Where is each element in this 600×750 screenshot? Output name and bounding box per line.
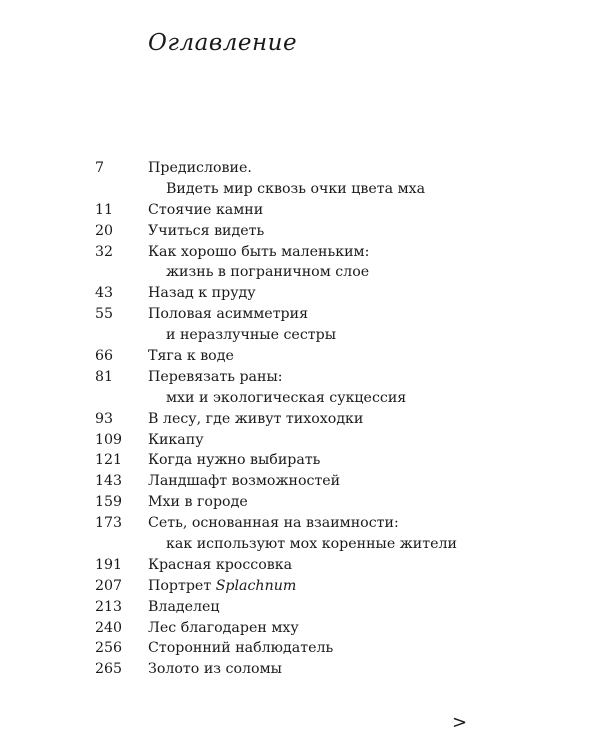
toc-chapter-title-text: Владелец (148, 598, 220, 615)
toc-chapter-title (148, 430, 204, 451)
toc-entry-line (95, 638, 515, 659)
toc-chapter-title-text: Предисловие. (148, 160, 252, 176)
toc-entry[interactable] (95, 304, 515, 346)
toc-entry[interactable] (95, 492, 515, 513)
toc-chapter-title (148, 471, 340, 492)
toc-entry-line (95, 283, 515, 304)
toc-page-number: 240 (95, 619, 123, 636)
toc-entry[interactable] (95, 346, 515, 367)
toc-chapter-subtitle: мхи и экологическая сукцессия (166, 389, 407, 406)
toc-entry-line (95, 513, 515, 534)
toc-entry-line (95, 179, 515, 200)
toc-page-number: 32 (95, 243, 114, 260)
toc-chapter-title (148, 492, 248, 513)
toc-chapter-subtitle: Видеть мир сквозь очки цвета мха (166, 180, 426, 197)
toc-entry[interactable] (95, 242, 515, 284)
toc-chapter-title (148, 242, 369, 263)
toc-entry-line (95, 367, 515, 388)
toc-entry[interactable] (95, 659, 515, 680)
toc-entry-line (95, 471, 515, 492)
toc-entry-line (95, 221, 515, 242)
toc-page-number: 159 (95, 494, 123, 511)
toc-entry-line (95, 492, 515, 513)
toc-chapter-title-text: Сеть, основанная на взаимности: (148, 515, 399, 532)
toc-chapter-title (148, 597, 220, 618)
toc-entry[interactable] (95, 200, 515, 221)
toc-chapter-title-text: Когда нужно выбирать (148, 452, 321, 469)
toc-chapter-title (148, 659, 282, 680)
toc-chapter-title (148, 283, 256, 304)
toc-chapter-title (148, 367, 283, 388)
toc-entry-line (95, 388, 515, 409)
toc-page-number: 213 (95, 598, 123, 615)
toc-page-number: 66 (95, 348, 114, 365)
toc-entry[interactable] (95, 555, 515, 576)
toc-entry[interactable] (95, 597, 515, 618)
toc-page-number: 256 (95, 640, 123, 657)
toc-page-number: 191 (95, 556, 123, 573)
toc-entry[interactable] (95, 618, 515, 639)
toc-page-number: 11 (95, 201, 114, 218)
toc-entry-line (95, 346, 515, 367)
toc-entry[interactable] (95, 158, 515, 200)
toc-page-number: 7 (95, 160, 105, 176)
toc-chapter-title-text: Золото из соломы (148, 661, 282, 678)
toc-entry-line (95, 325, 515, 346)
toc-page-number: 109 (95, 431, 123, 448)
toc-chapter-title-text: Учиться видеть (148, 222, 265, 239)
toc-page-number: 173 (95, 515, 123, 532)
toc-entry-line (95, 576, 515, 597)
toc-entry-line (95, 409, 515, 430)
toc-chapter-title-text: Портрет (148, 577, 212, 594)
toc-entry[interactable] (95, 367, 515, 409)
toc-chapter-title-text: Перевязать раны: (148, 368, 283, 385)
toc-entry-line (95, 200, 515, 221)
toc-page-number: 20 (95, 222, 114, 239)
toc-chapter-title-text: Мхи в городе (148, 494, 248, 511)
toc-entry[interactable] (95, 430, 515, 451)
toc-chapter-title-text: Сторонний наблюдатель (148, 640, 334, 657)
toc-chapter-title (148, 200, 263, 221)
toc-chapter-title-text: Половая асимметрия (148, 306, 309, 323)
toc-page-number: 81 (95, 368, 114, 385)
toc-entry-line (95, 158, 515, 179)
toc-entry-line (95, 597, 515, 618)
toc-chapter-title (148, 158, 252, 179)
toc-page-number: 55 (95, 306, 114, 323)
toc-chapter-title-text: В лесу, где живут тихоходки (148, 410, 364, 427)
toc-page-number: 93 (95, 410, 114, 427)
toc-chapter-title (148, 304, 308, 325)
toc-chapter-title-text: Стоячие камни (148, 201, 264, 218)
toc-entry-line (95, 618, 515, 639)
toc-chapter-title (148, 618, 299, 639)
toc-chapter-title (148, 555, 292, 576)
toc-entry-line (95, 555, 515, 576)
toc-page-number: 265 (95, 661, 123, 678)
toc-chapter-title (148, 576, 296, 597)
toc-chapter-title (148, 221, 264, 242)
toc-entry[interactable] (95, 409, 515, 430)
toc-chapter-subtitle: жизнь в пограничном слое (166, 264, 370, 281)
toc-chapter-title-text: Лес благодарен мху (148, 619, 299, 636)
toc-entry[interactable] (95, 450, 515, 471)
toc-entry-line (95, 262, 515, 283)
toc-entry[interactable] (95, 283, 515, 304)
toc-chapter-title (148, 638, 333, 659)
toc-entry-line (95, 304, 515, 325)
toc-entry[interactable] (95, 471, 515, 492)
toc-page-number: 143 (95, 473, 123, 490)
toc-chapter-title-text: Как хорошо быть маленьким: (148, 243, 370, 260)
toc-chapter-title (148, 513, 399, 534)
page-title: Оглавление (148, 30, 298, 56)
toc-entry-line (95, 534, 515, 555)
toc-page-number: 121 (95, 452, 123, 469)
toc-chapter-title-text: Красная кроссовка (148, 556, 293, 573)
toc-chapter-title (148, 409, 363, 430)
toc-chapter-title-text: Ландшафт возможностей (148, 473, 341, 490)
toc-entry-line (95, 430, 515, 451)
toc-page-number: 43 (95, 285, 114, 302)
toc-entry-line (95, 242, 515, 263)
toc-entry-line (95, 659, 515, 680)
table-of-contents (95, 158, 515, 680)
toc-chapter-title-text: Назад к пруду (148, 285, 256, 302)
toc-entry[interactable] (95, 221, 515, 242)
next-page-arrow-icon[interactable]: > (452, 712, 468, 733)
toc-entry[interactable] (95, 576, 515, 597)
toc-page-number: 207 (95, 577, 123, 594)
toc-chapter-title-text: Тяга к воде (148, 348, 234, 365)
toc-entry[interactable] (95, 513, 515, 555)
toc-chapter-title (148, 346, 234, 367)
toc-chapter-title-text: Кикапу (148, 431, 204, 448)
toc-entry[interactable] (95, 638, 515, 659)
toc-entry-line (95, 450, 515, 471)
toc-chapter-subtitle: и неразлучные сестры (166, 327, 337, 344)
toc-chapter-title-italic: Splachnum (215, 577, 297, 594)
toc-chapter-subtitle: как используют мох коренные жители (166, 536, 457, 553)
toc-chapter-title (148, 450, 320, 471)
